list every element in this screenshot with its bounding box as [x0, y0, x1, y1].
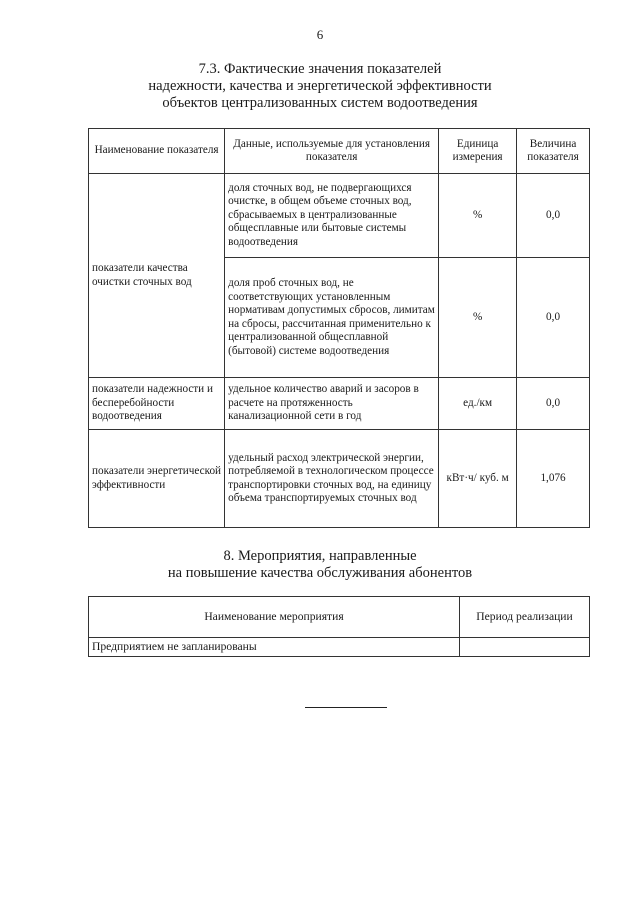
- indicators-table: [88, 128, 590, 528]
- section-7-3-title-line-3: объектов централизованных систем водоотведения: [162, 95, 478, 111]
- indicator-value: 0,0: [517, 258, 590, 378]
- indicator-unit: %: [439, 258, 517, 378]
- header-value: Величина показателя: [517, 129, 590, 174]
- indicator-group-name: показатели энергетической эффективности: [89, 430, 225, 528]
- indicator-data: доля проб сточных вод, не соответствующих установленным нормативам допустимых сбросов, лимитам на сбросы, рассчитанная применительно к централизованной общесплавной (бытовой) системе водоотведения: [225, 258, 439, 378]
- indicator-group-name: показатели качества очистки сточных вод: [89, 174, 225, 378]
- indicator-unit: %: [439, 174, 517, 258]
- measure-name: Предприятием не запланированы: [89, 638, 460, 657]
- indicators-header-row: [89, 129, 590, 174]
- header-period: Период реализации: [460, 597, 590, 638]
- indicator-value: 0,0: [517, 378, 590, 430]
- measure-period: [460, 638, 590, 657]
- indicator-unit: кВт·ч/ куб. м: [439, 430, 517, 528]
- header-unit: Единица измерения: [439, 129, 517, 174]
- indicator-data: удельное количество аварий и засоров в расчете на протяженность канализационной сети в год: [225, 378, 439, 430]
- table-row: [89, 430, 590, 528]
- measures-table: [88, 596, 590, 657]
- header-source-data: Данные, используемые для установления показателя: [225, 129, 439, 174]
- indicator-unit: ед./км: [439, 378, 517, 430]
- header-indicator-name: Наименование показателя: [89, 129, 225, 174]
- table-row: [89, 638, 590, 657]
- section-8-title-line-1: 8. Мероприятия, направленные: [223, 548, 417, 564]
- indicator-data: доля сточных вод, не подвергающихся очистке, в общем объеме сточных вод, сбрасываемых в централизованные общесплавные или бытовые системы водоотведения: [225, 174, 439, 258]
- indicator-value: 1,076: [517, 430, 590, 528]
- table-row: [89, 174, 590, 258]
- table-row: [89, 378, 590, 430]
- closing-rule: [305, 707, 387, 708]
- section-7-3-title-line-2: надежности, качества и энергетической эффективности: [148, 78, 492, 94]
- indicator-group-name: показатели надежности и бесперебойности водоотведения: [89, 378, 225, 430]
- measures-header-row: [89, 597, 590, 638]
- header-measure-name: Наименование мероприятия: [89, 597, 460, 638]
- section-8-title-line-2: на повышение качества обслуживания абонентов: [167, 565, 473, 581]
- page-number: 6: [316, 27, 324, 42]
- section-7-3-title-line-1: 7.3. Фактические значения показателей: [198, 61, 442, 77]
- indicator-data: удельный расход электрической энергии, потребляемой в технологическом процессе транспортировки сточных вод, на единицу объема транспортируемых сточных вод: [225, 430, 439, 528]
- indicator-value: 0,0: [517, 174, 590, 258]
